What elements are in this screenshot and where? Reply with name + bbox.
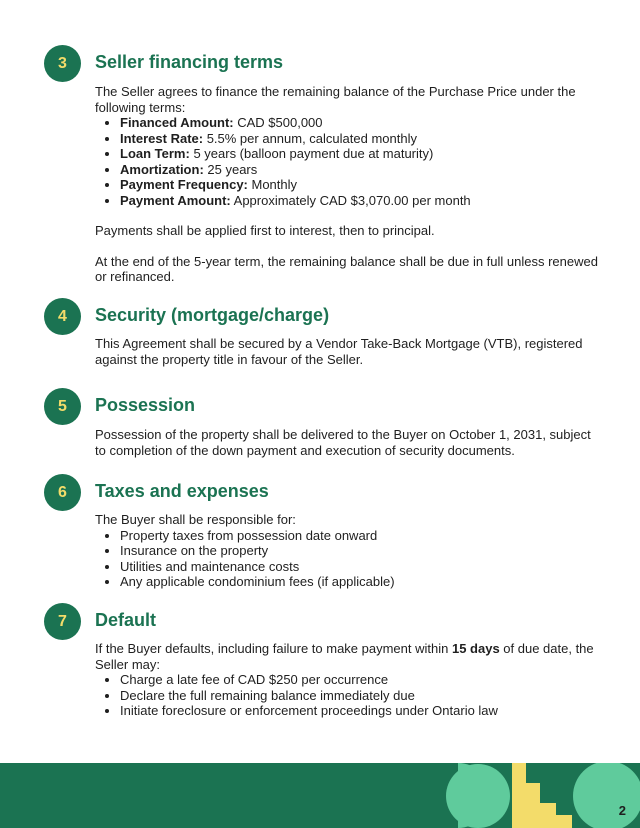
mint-large-circle-shape <box>573 763 640 828</box>
list-item <box>120 131 600 147</box>
section-intro: The Buyer shall be responsible for: <box>95 512 296 527</box>
section-body <box>95 427 600 458</box>
intro-emphasis: 15 days <box>451 641 500 656</box>
section-number-badge: 4 <box>44 298 81 335</box>
list-item <box>120 162 600 178</box>
list-item: • Any applicable condominium fees (if applicable) <box>120 574 600 590</box>
list-item: • Property taxes from possession date onward <box>120 528 600 544</box>
term-label: Payment Amount: <box>120 192 231 208</box>
section-number-badge: 5 <box>44 388 81 425</box>
default-remedies-list <box>95 672 600 719</box>
intro-text: If the Buyer defaults, including failure to make payment within <box>95 641 452 656</box>
section-paragraph: Payments shall be applied first to interest, then to principal. <box>95 223 435 238</box>
term-label: Payment Frequency: <box>120 177 248 192</box>
section-number-badge: 7 <box>44 603 81 640</box>
section-heading: Taxes and expenses <box>95 481 269 501</box>
financing-terms-list <box>95 115 600 208</box>
section-intro: The Seller agrees to finance the remaining balance of the Purchase Price under the following terms: <box>95 84 576 115</box>
term-label: Loan Term: <box>120 146 190 161</box>
intro-text: of due date, the Seller may: <box>95 641 594 672</box>
list-item: • Charge a late fee of CAD $250 per occurrence <box>120 672 600 688</box>
term-value: Approximately CAD $3,070.00 per month <box>230 192 471 208</box>
section-body <box>95 641 600 719</box>
section-body <box>95 336 600 367</box>
list-item <box>120 193 600 209</box>
section-number-badge: 3 <box>44 45 81 82</box>
section-number-badge: 6 <box>44 474 81 511</box>
page-number: 2 <box>618 803 626 818</box>
section-paragraph: At the end of the 5-year term, the remaining balance shall be due in full unless renewed or refinanced. <box>95 253 598 284</box>
list-item: • Initiate foreclosure or enforcement proceedings under Ontario law <box>120 703 600 719</box>
term-value: CAD $500,000 <box>233 115 323 130</box>
section-heading: Security (mortgage/charge) <box>95 305 330 325</box>
decorative-shapes <box>0 763 640 828</box>
term-value: 5.5% per annum, calculated monthly <box>203 130 417 146</box>
term-value: 25 years <box>203 161 258 177</box>
expenses-list <box>95 528 600 590</box>
term-value: 5 years (balloon payment due at maturity) <box>189 146 434 161</box>
section-body <box>95 84 600 285</box>
list-item <box>120 177 600 193</box>
section-body <box>95 512 600 590</box>
term-label: Interest Rate: <box>120 130 204 146</box>
section-paragraph: This Agreement shall be secured by a Vendor Take-Back Mortgage (VTB), registered against the property title in favour of the Seller. <box>95 336 583 367</box>
list-item: • Declare the full remaining balance immediately due <box>120 688 600 704</box>
term-label: Financed Amount: <box>120 115 234 130</box>
section-intro <box>95 641 600 672</box>
term-value: Monthly <box>247 177 298 192</box>
section-heading: Default <box>95 610 157 630</box>
section-heading: Seller financing terms <box>95 52 284 72</box>
list-item: • Insurance on the property <box>120 543 600 559</box>
mint-circle-shape <box>446 764 510 828</box>
list-item <box>120 146 600 162</box>
list-item <box>120 115 600 131</box>
term-label: Amortization: <box>120 161 204 177</box>
section-paragraph: Possession of the property shall be delivered to the Buyer on October 1, 2031, subject to completion of the down payment and execution of security documents. <box>95 427 591 458</box>
list-item: • Utilities and maintenance costs <box>120 559 600 575</box>
footer-band <box>0 763 640 828</box>
section-heading: Possession <box>95 395 196 415</box>
